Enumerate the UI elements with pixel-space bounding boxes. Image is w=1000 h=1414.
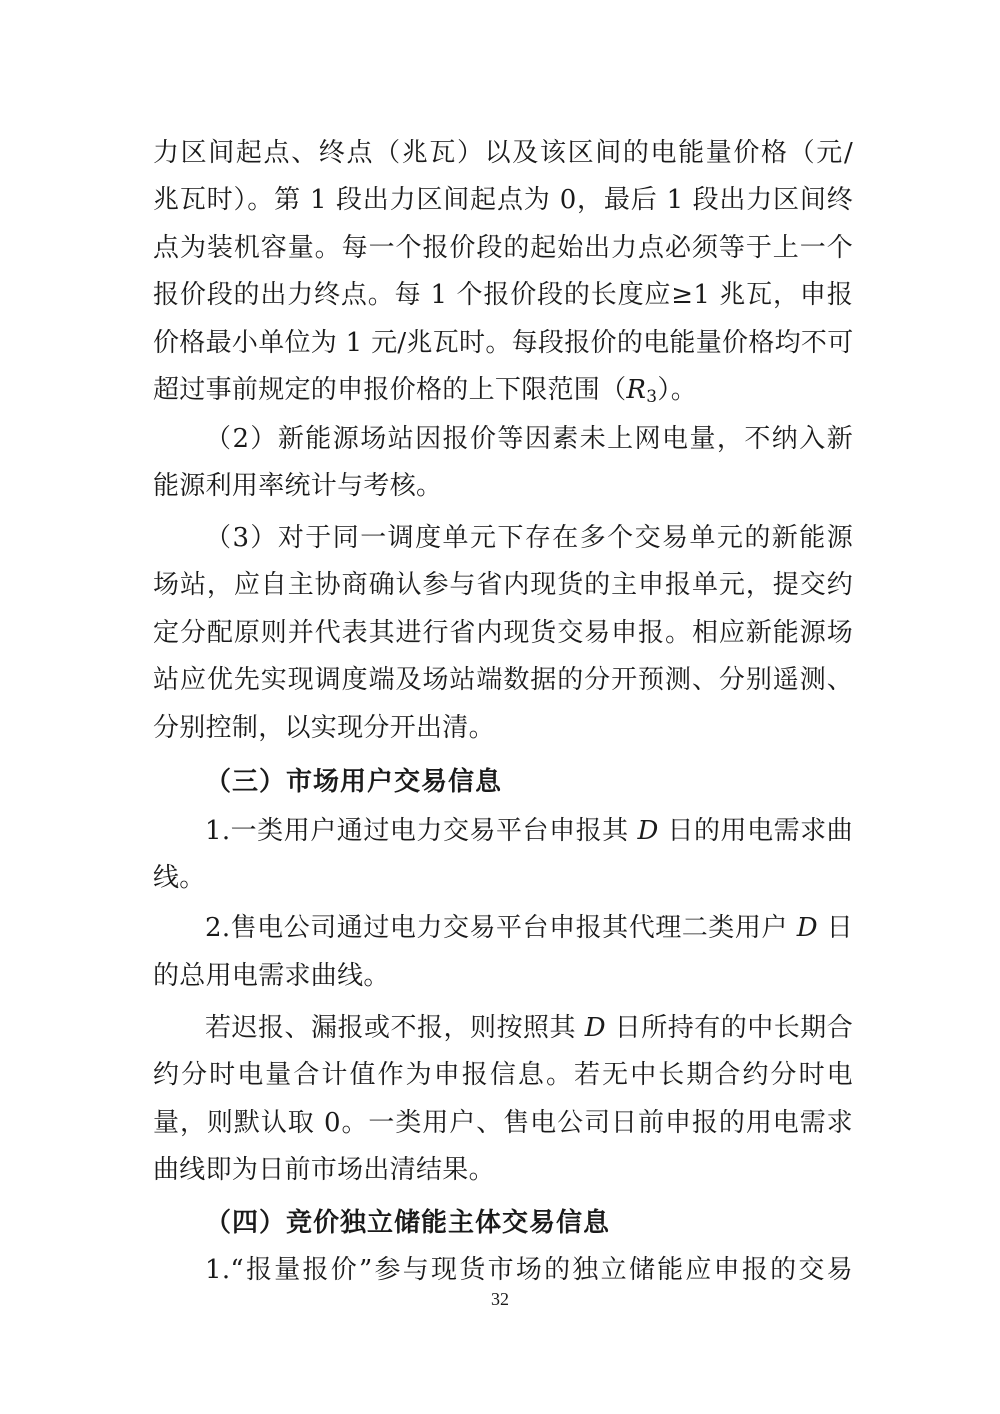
body-text-line <box>153 372 853 408</box>
text-fragment: 1.一类用户通过电力交易平台申报其 <box>205 816 638 846</box>
math-subscript: 3 <box>646 387 658 407</box>
section-heading: （四）竞价独立储能主体交易信息 <box>205 1208 611 1238</box>
math-variable: D <box>584 1013 606 1043</box>
body-text-line: 场站，应自主协商确认参与省内现货的主申报单元，提交约 <box>153 570 853 600</box>
body-text-line <box>205 813 853 849</box>
body-text-line: 定分配原则并代表其进行省内现货交易申报。相应新能源场 <box>153 618 853 648</box>
body-text-line: （2）新能源场站因报价等因素未上网电量，不纳入新 <box>205 424 853 454</box>
body-text-line: 价格最小单位为 1 元/兆瓦时。每段报价的电能量价格均不可 <box>153 328 854 358</box>
text-fragment: 日所持有的中长期合 <box>605 1013 854 1043</box>
math-variable: R <box>626 375 647 405</box>
body-text-line: 分别控制，以实现分开出清。 <box>153 713 495 743</box>
body-text-line: 约分时电量合计值作为申报信息。若无中长期合约分时电 <box>153 1060 853 1090</box>
body-text-line: （3）对于同一调度单元下存在多个交易单元的新能源 <box>205 523 853 553</box>
body-text-line: 报价段的出力终点。每 1 个报价段的长度应≥1 兆瓦，申报 <box>153 280 853 310</box>
body-text-line: 量，则默认取 0。一类用户、售电公司日前申报的用电需求 <box>153 1108 853 1138</box>
body-text-line: 曲线即为日前市场出清结果。 <box>153 1155 495 1185</box>
text-fragment: 超过事前规定的申报价格的上下限范围（ <box>153 375 627 405</box>
body-text-line: 力区间起点、终点（兆瓦）以及该区间的电能量价格（元/ <box>153 138 853 168</box>
body-text-line: 能源利用率统计与考核。 <box>153 471 443 501</box>
text-fragment: 2.售电公司通过电力交易平台申报其代理二类用户 <box>205 913 797 943</box>
body-text-line <box>205 910 853 946</box>
body-text-line: 兆瓦时）。第 1 段出力区间起点为 0，最后 1 段出力区间终 <box>153 185 853 215</box>
math-variable: D <box>796 913 818 943</box>
body-text-line: 的总用电需求曲线。 <box>153 961 390 991</box>
body-text-line: 线。 <box>153 863 206 893</box>
text-fragment: 若迟报、漏报或不报，则按照其 <box>205 1013 585 1043</box>
body-text-line <box>205 1010 853 1046</box>
text-fragment: 日的用电需求曲 <box>658 816 853 846</box>
section-heading: （三）市场用户交易信息 <box>205 767 503 797</box>
math-variable: D <box>637 816 659 846</box>
text-fragment: ）。 <box>657 375 698 405</box>
body-text-line: 点为装机容量。每一个报价段的起始出力点必须等于上一个 <box>153 233 853 263</box>
page-number: 32 <box>491 1289 509 1309</box>
text-fragment: 日 <box>817 913 853 943</box>
body-text-line: 1.“报量报价”参与现货市场的独立储能应申报的交易 <box>205 1255 853 1285</box>
body-text-line: 站应优先实现调度端及场站端数据的分开预测、分别遥测、 <box>153 665 853 695</box>
